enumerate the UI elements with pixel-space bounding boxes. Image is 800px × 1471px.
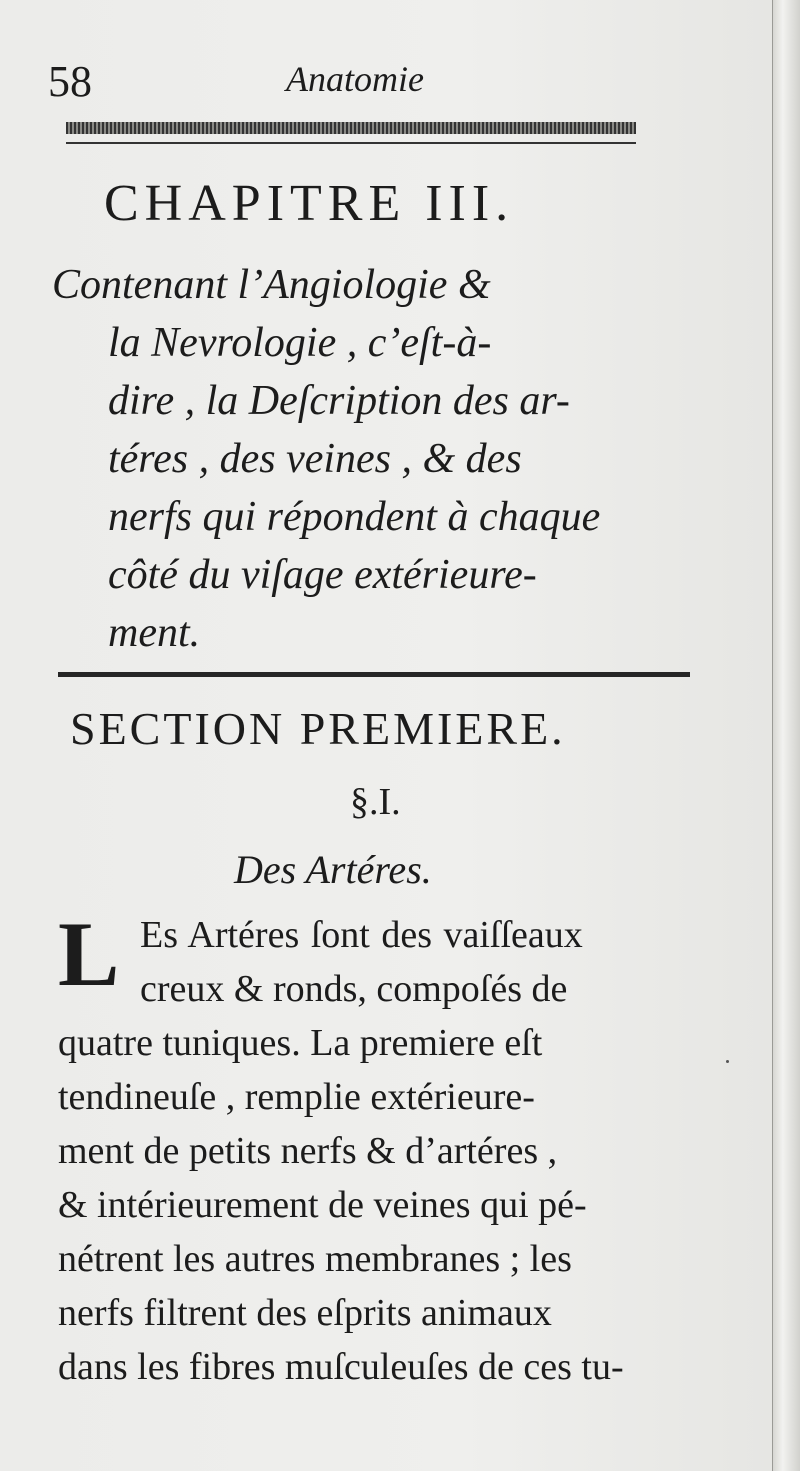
- subtitle-line: la Nevrologie , c’eſt-à-: [108, 320, 492, 366]
- subtitle-line: Contenant l’Angiologie &: [52, 262, 491, 308]
- subtitle-line: ment.: [108, 610, 201, 656]
- print-speck: [726, 1060, 729, 1063]
- subtitle-line: nerfs qui répondent à chaque: [108, 494, 601, 540]
- text-line: nétrent les autres membranes ; les: [58, 1238, 572, 1280]
- subtitle-line: téres , des veines , & des: [108, 436, 522, 482]
- page-gutter: [772, 0, 800, 1471]
- section-title: SECTION PREMIERE.: [70, 703, 566, 754]
- text-line: quatre tuniques. La premiere eſt: [58, 1022, 543, 1064]
- text-line: dans les fibres muſculeuſes de ces tu-: [58, 1346, 624, 1388]
- text-line: tendineuſe , remplie extérieure-: [58, 1076, 535, 1118]
- text-line: Es Artéres ſont des vaiſſeaux: [140, 914, 583, 956]
- subsection-title: Des Artéres.: [234, 847, 432, 892]
- body-text: [58, 903, 698, 1394]
- ornamental-rule: [66, 122, 636, 134]
- chapter-title: CHAPITRE III.: [104, 175, 515, 232]
- chapter-subtitle: [52, 256, 692, 662]
- text-line: ment de petits nerfs & d’artéres ,: [58, 1130, 558, 1172]
- page-number: 58: [48, 57, 92, 106]
- subtitle-line: dire , la Deſcription des ar-: [108, 378, 570, 424]
- page-header: [48, 56, 648, 106]
- section-rule: [58, 672, 690, 677]
- running-head: Anatomie: [286, 59, 424, 99]
- drop-cap: L: [58, 903, 120, 1005]
- subtitle-line: côté du viſage extérieure-: [108, 552, 537, 598]
- text-line: nerfs filtrent des eſprits animaux: [58, 1292, 552, 1334]
- header-rule: [66, 142, 636, 144]
- text-line: & intérieurement de veines qui pé-: [58, 1184, 587, 1226]
- text-line: creux & ronds, compoſés de: [140, 968, 568, 1010]
- paragraph-mark: §.I.: [350, 781, 401, 823]
